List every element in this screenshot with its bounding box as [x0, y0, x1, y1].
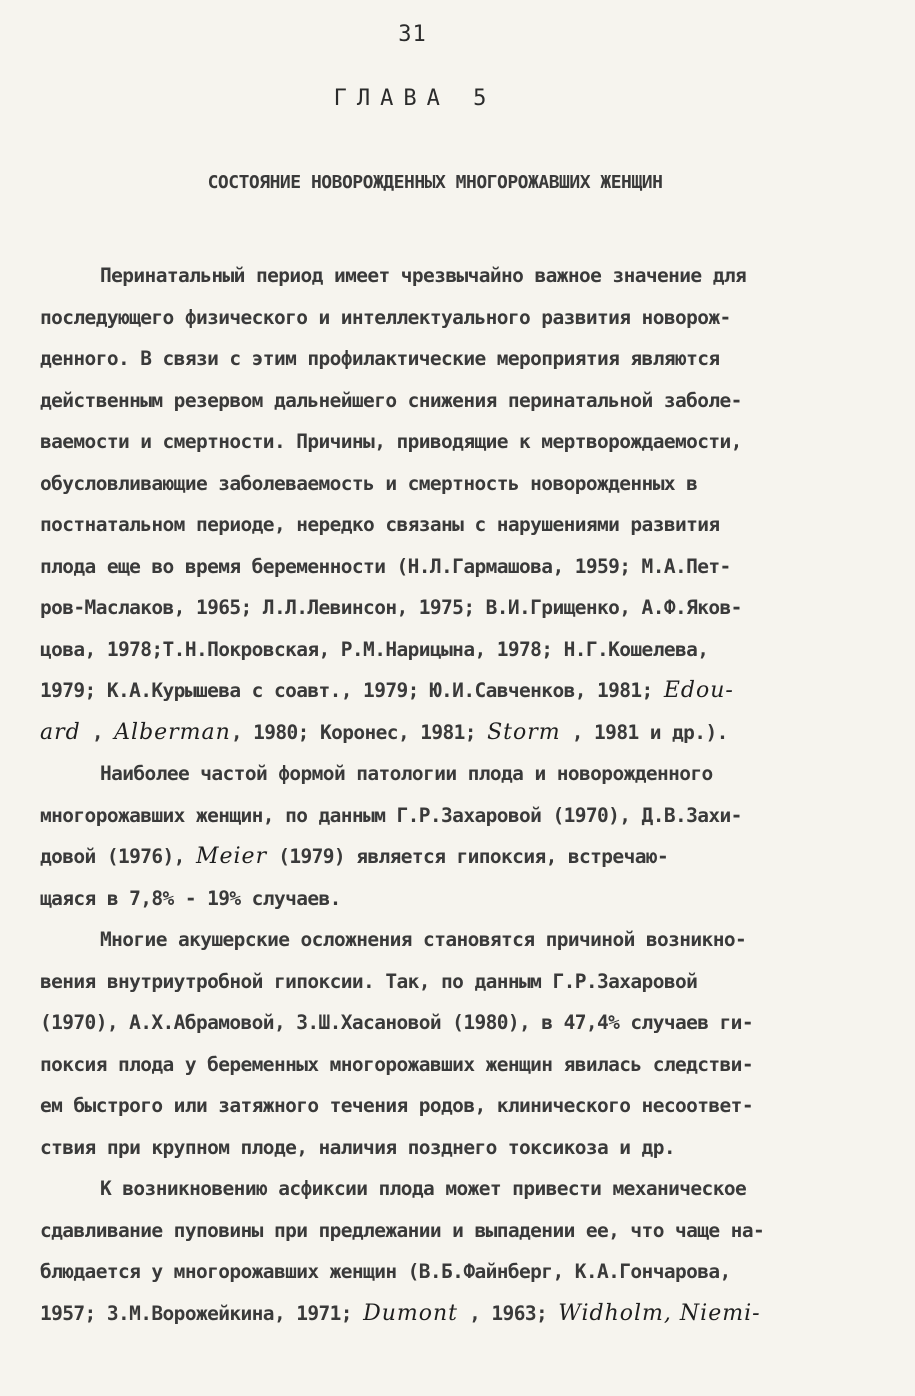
text-line: [40, 1085, 870, 1127]
typed-text: довой (1976),: [40, 845, 196, 868]
typed-text: , 1981 и др.).: [560, 720, 728, 744]
text-line: [40, 1127, 870, 1169]
typed-text: , 1980; Коронес, 1981;: [230, 720, 488, 744]
text-line: [40, 255, 870, 297]
typed-text: вения внутриутробной гипоксии. Так, по данным Г.Р.Захаровой: [40, 969, 698, 993]
section-title: СОСТОЯНИЕ НОВОРОЖДЕННЫХ МНОГОРОЖАВШИХ ЖЕНЩИН: [207, 172, 663, 193]
typed-text: ров-Маслаков, 1965; Л.Л.Левинсон, 1975; В.И.Грищенко, А.Ф.Яков-: [40, 596, 742, 619]
typed-text: блюдается у многорожавших женщин (В.Б.Файнберг, К.А.Гончарова,: [40, 1260, 731, 1283]
text-line: [40, 1251, 870, 1293]
typed-text: К возникновению асфиксии плода может привести механическое: [100, 1177, 747, 1200]
text-line: [40, 878, 870, 920]
text-line: [40, 961, 870, 1003]
typed-text: (1970), А.Х.Абрамовой, З.Ш.Хасановой (1980), в 47,4% случаев ги-: [40, 1011, 753, 1034]
text-line: [40, 629, 870, 671]
handwritten-name: Meier: [195, 844, 268, 869]
text-line: [40, 795, 870, 837]
typed-text: щаяся в 7,8% - 19% случаев.: [40, 886, 341, 910]
text-line: [40, 421, 870, 463]
typed-text: цова, 1978;Т.Н.Покровская, Р.М.Нарицына, 1978; Н.Г.Кошелева,: [40, 637, 709, 661]
typed-text: Многие акушерские осложнения становятся причиной возникно-: [100, 928, 747, 951]
typed-text: сдавливание пуповины при предлежании и выпадении ее, что чаще на-: [40, 1218, 765, 1242]
typed-text: ваемости и смертности. Причины, приводящие к мертворождаемости,: [40, 430, 742, 453]
handwritten-name: Edou-: [663, 678, 734, 703]
text-line: [40, 380, 870, 422]
typed-text: ствия при крупном плоде, наличия позднего токсикоза и др.: [40, 1135, 675, 1159]
text-line: [40, 753, 870, 795]
text-line: [40, 463, 870, 505]
text-line: [40, 670, 870, 712]
body-text: [40, 255, 870, 1334]
typed-text: Перинатальный период имеет чрезвычайно важное значение для: [100, 264, 747, 287]
text-line: [40, 712, 870, 754]
typed-text: Наиболее частой формой патологии плода и новорожденного: [100, 762, 713, 785]
text-line: [40, 1210, 870, 1252]
handwritten-name: Alberman: [114, 719, 231, 745]
typed-text: постнатальном периоде, нередко связаны с нарушениями развития: [40, 513, 720, 536]
typed-text: ем быстрого или затяжного течения родов, клинического несоответ-: [40, 1094, 753, 1117]
chapter-title: ГЛАВА 5: [333, 86, 497, 111]
typed-text: ,: [80, 720, 115, 744]
text-line: [40, 504, 870, 546]
typed-text: плода еще во время беременности (Н.Л.Гармашова, 1959; М.А.Пет-: [40, 554, 731, 578]
text-line: [40, 546, 870, 588]
handwritten-name: Storm: [487, 719, 561, 745]
text-line: [40, 1044, 870, 1086]
typed-text: поксия плода у беременных многорожавших женщин явилась следстви-: [40, 1052, 753, 1076]
typed-text: , 1963;: [458, 1301, 559, 1325]
text-line: [40, 338, 870, 380]
typed-text: 1957; З.М.Ворожейкина, 1971;: [40, 1301, 364, 1325]
text-line: [40, 1293, 870, 1335]
text-line: [40, 1168, 870, 1210]
typed-text: обусловливающие заболеваемость и смертность новорожденных в: [40, 471, 698, 495]
handwritten-name: ard: [40, 719, 81, 745]
typed-text: последующего физического и интеллектуального развития новорож-: [40, 305, 731, 329]
typed-text: 1979; К.А.Курышева с соавт., 1979; Ю.И.Савченков, 1981;: [40, 679, 664, 702]
text-line: [40, 587, 870, 629]
handwritten-name: Widholm, Niemi-: [558, 1300, 761, 1326]
handwritten-name: Dumont: [363, 1300, 458, 1326]
text-line: [40, 1002, 870, 1044]
text-line: [40, 836, 870, 878]
page-number: 31: [398, 22, 427, 47]
typed-text: многорожавших женщин, по данным Г.Р.Захаровой (1970), Д.В.Захи-: [40, 803, 742, 827]
typed-text: (1979) является гипоксия, встречаю-: [267, 845, 669, 868]
typed-text: действенным резервом дальнейшего снижения перинатальной заболе-: [40, 388, 742, 412]
text-line: [40, 297, 870, 339]
text-line: [40, 919, 870, 961]
typed-text: денного. В связи с этим профилактические мероприятия являются: [40, 347, 720, 370]
